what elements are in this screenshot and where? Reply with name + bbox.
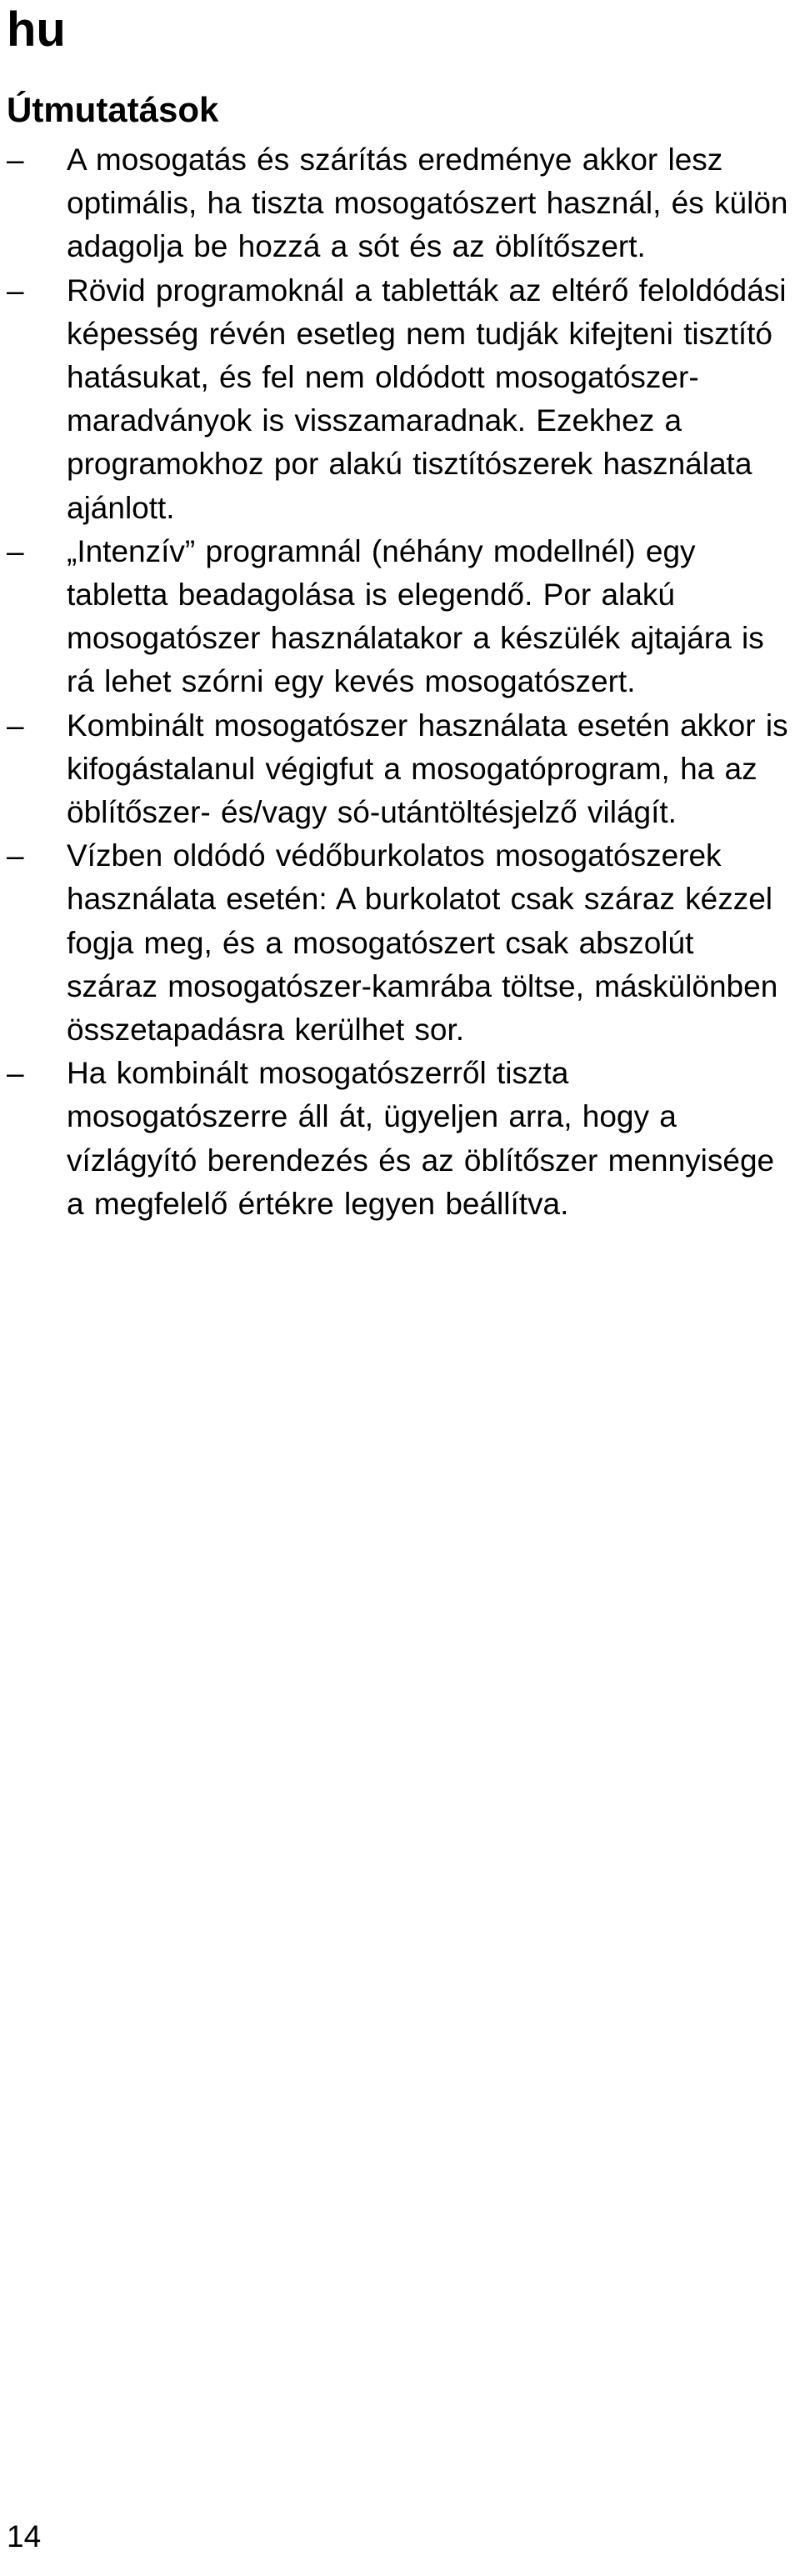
list-item <box>0 1052 793 1226</box>
list-item-text: Kombinált mosogatószer használata esetén akkor is kifogástalanul végigfut a mosogatóprogram, ha az öblítőszer- és/vagy só-utántöltésjelző világít. <box>67 708 788 830</box>
dash-bullet: – <box>7 708 24 743</box>
list-item-text: „Intenzív” programnál (néhány modellnél) egy tabletta beadagolása is elegendő. Por alakú mosogatószer használatakor a készülék ajtajára is rá lehet szórni egy kevés mosogatószert. <box>67 533 764 699</box>
list-item <box>0 138 793 269</box>
instructions-list <box>0 138 800 1226</box>
dash-bullet: – <box>7 273 24 308</box>
list-item-text: Vízben oldódó védőburkolatos mosogatószerek használata esetén: A burkolatot csak száraz kézzel fogja meg, és a mosogatószert csak abszolút száraz mosogatószer-kamrába töltse, máskülönben összetapadásra kerülhet sor. <box>67 838 778 1048</box>
language-code: hu <box>7 3 66 57</box>
list-item-text: A mosogatás és szárítás eredménye akkor lesz optimális, ha tiszta mosogatószert használ, és külön adagolja be hozzá a sót és az öblítőszert. <box>67 143 788 264</box>
page-number: 14 <box>7 2519 42 2553</box>
list-item <box>0 530 793 704</box>
list-item-text: Ha kombinált mosogatószerről tiszta mosogatószerre áll át, ügyeljen arra, hogy a vízlágyító berendezés és az öblítőszer mennyisége a megfelelő értékre legyen beállítva. <box>67 1056 775 1221</box>
list-item <box>0 834 793 1052</box>
section-title: Útmutatások <box>7 90 219 129</box>
dash-bullet: – <box>7 838 24 873</box>
list-item <box>0 704 793 835</box>
dash-bullet: – <box>7 1056 24 1091</box>
dash-bullet: – <box>7 533 24 568</box>
dash-bullet: – <box>7 143 24 177</box>
list-item-text: Rövid programoknál a tabletták az eltérő feloldódási képesség révén esetleg nem tudják kifejteni tisztító hatásukat, és fel nem oldódott mosogatószer-maradványok is visszamaradnak. Ezekhez a programokhoz por alakú tisztítószerek használata ajánlott. <box>67 273 787 525</box>
list-item <box>0 269 793 530</box>
